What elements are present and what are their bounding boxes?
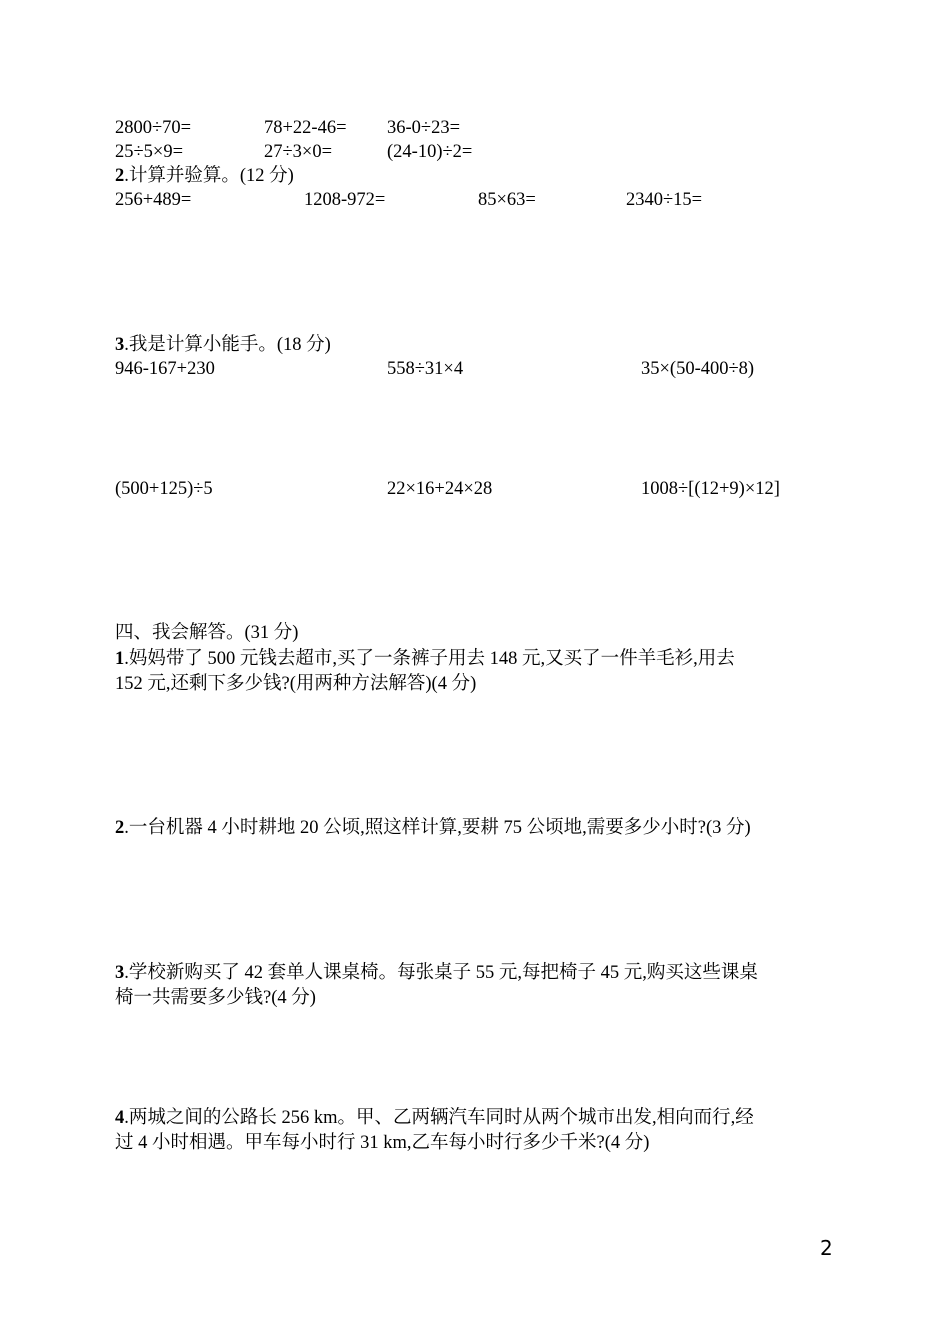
question-number: 2	[115, 166, 125, 186]
problem-number: 1	[115, 649, 125, 669]
calc-item: 558÷31×4	[387, 359, 464, 379]
problem-text: .妈妈带了 500 元钱去超市,买了一条裤子用去 148 元,又买了一件羊毛衫,用去	[124, 649, 735, 669]
problem-text: .两城之间的公路长 256 km。甲、乙两辆汽车同时从两个城市出发,相向而行,经	[124, 1108, 754, 1128]
calc-item: 1008÷[(12+9)×12]	[641, 479, 780, 499]
problem-3-line2: 椅一共需要多少钱?(4 分)	[115, 988, 316, 1008]
calc-item: 1208-972=	[304, 190, 386, 210]
oral-item: 36-0÷23=	[387, 118, 460, 138]
calc-item: (500+125)÷5	[115, 479, 213, 499]
section-heading: 四、我会解答。(31 分)	[115, 623, 299, 643]
problem-text: .一台机器 4 小时耕地 20 公顷,照这样计算,要耕 75 公顷地,需要多少小时?(3 分)	[124, 818, 751, 838]
oral-item: 27÷3×0=	[264, 142, 333, 162]
calc-item: 2340÷15=	[626, 190, 703, 210]
oral-item: 78+22-46=	[264, 118, 347, 138]
question-number: 3	[115, 335, 125, 355]
problem-number: 4	[115, 1108, 125, 1128]
calc-item: 22×16+24×28	[387, 479, 493, 499]
problem-number: 2	[115, 818, 125, 838]
question-title: .计算并验算。(12 分)	[124, 166, 294, 186]
problem-1-line1	[115, 647, 735, 671]
oral-item: 25÷5×9=	[115, 142, 184, 162]
calc-item: 35×(50-400÷8)	[641, 359, 755, 379]
problem-3-line1	[115, 961, 758, 985]
problem-4-line2: 过 4 小时相遇。甲车每小时行 31 km,乙车每小时行多少千米?(4 分)	[115, 1133, 650, 1153]
oral-item: 2800÷70=	[115, 118, 192, 138]
oral-item: (24-10)÷2=	[387, 142, 473, 162]
problem-4-line1	[115, 1106, 754, 1130]
problem-1-line2: 152 元,还剩下多少钱?(用两种方法解答)(4 分)	[115, 674, 477, 694]
calc-item: 85×63=	[478, 190, 536, 210]
question-2-heading	[115, 164, 294, 188]
question-title: .我是计算小能手。(18 分)	[124, 335, 331, 355]
problem-2-line1	[115, 816, 751, 840]
calc-item: 256+489=	[115, 190, 192, 210]
problem-text: .学校新购买了 42 套单人课桌椅。每张桌子 55 元,每把椅子 45 元,购买这些课桌	[124, 963, 758, 983]
page-number: 2	[820, 1236, 833, 1260]
problem-number: 3	[115, 963, 125, 983]
question-3-heading	[115, 333, 331, 357]
calc-item: 946-167+230	[115, 359, 215, 379]
